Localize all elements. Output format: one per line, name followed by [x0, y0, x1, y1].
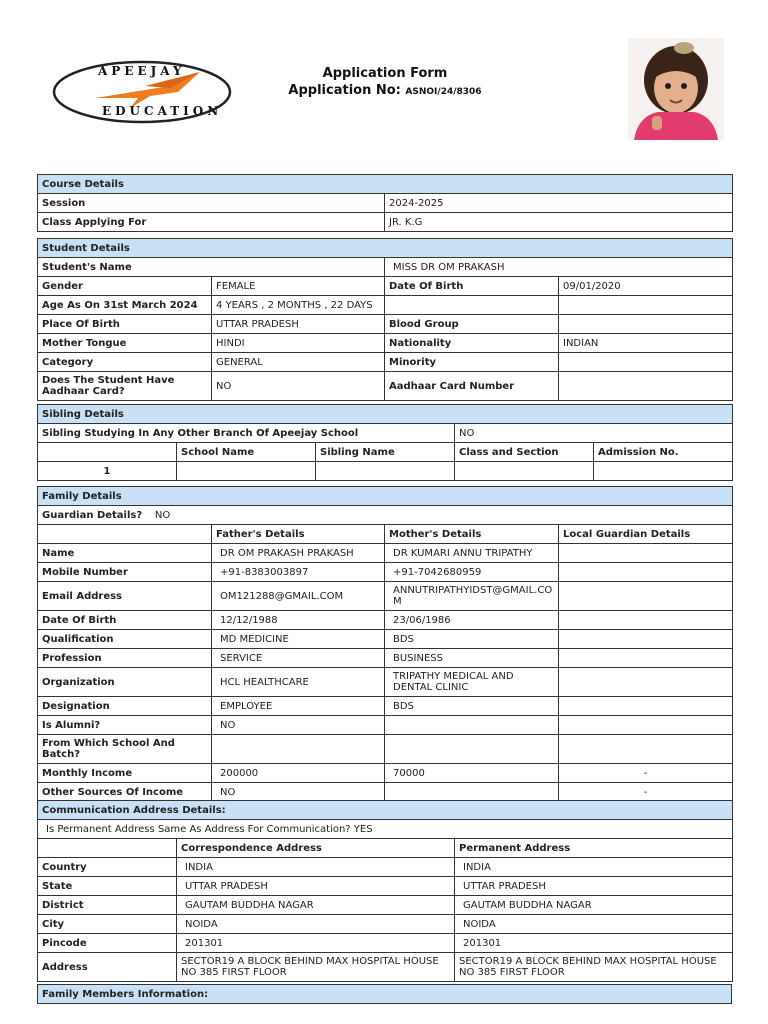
correspondence-value: INDIA: [177, 858, 455, 877]
family-col-blank: [38, 525, 212, 544]
guardian-cell: [559, 716, 733, 735]
guardian-cell: [559, 544, 733, 563]
father-value: NO: [212, 783, 385, 802]
sibling-row-name: [316, 462, 455, 481]
family-row-label: Email Address: [38, 582, 212, 611]
sibling-row-class: [455, 462, 594, 481]
sibling-col-school: School Name: [177, 443, 316, 462]
student-name-label: Student's Name: [38, 258, 385, 277]
class-value: JR. K.G: [385, 213, 733, 232]
father-value: +91-8383003897: [212, 563, 385, 582]
family-row-label: Other Sources Of Income: [38, 783, 212, 802]
guardian-cell: [559, 735, 733, 764]
permanent-value: SECTOR19 A BLOCK BEHIND MAX HOSPITAL HOUSE NO 385 FIRST FLOOR: [455, 953, 733, 982]
sibling-heading: Sibling Details: [38, 405, 733, 424]
family-row-label: Qualification: [38, 630, 212, 649]
guardian-cell: [559, 697, 733, 716]
blood-value: [559, 315, 733, 334]
age-label: Age As On 31st March 2024: [38, 296, 212, 315]
family-row-label: Date Of Birth: [38, 611, 212, 630]
nationality-label: Nationality: [385, 334, 559, 353]
family-col-guardian: Local Guardian Details: [559, 525, 733, 544]
mother-value: +91-7042680959: [385, 563, 559, 582]
page-title: Application Form: [322, 66, 448, 81]
form-header: [0, 0, 768, 170]
mother-value: [385, 783, 559, 802]
tongue-label: Mother Tongue: [38, 334, 212, 353]
correspondence-value: SECTOR19 A BLOCK BEHIND MAX HOSPITAL HOUSE NO 385 FIRST FLOOR: [177, 953, 455, 982]
sibling-question-value: NO: [455, 424, 733, 443]
guardian-cell: [559, 563, 733, 582]
father-value: NO: [212, 716, 385, 735]
father-value: SERVICE: [212, 649, 385, 668]
address-row-label: Pincode: [38, 934, 177, 953]
course-heading: Course Details: [38, 175, 733, 194]
age-empty-2: [559, 296, 733, 315]
guardian-cell: [559, 611, 733, 630]
sibling-col-admission: Admission No.: [594, 443, 733, 462]
guardian-cell: -: [559, 783, 733, 802]
family-row-label: Profession: [38, 649, 212, 668]
family-row-label: Designation: [38, 697, 212, 716]
aadhaar-number-label: Aadhaar Card Number: [385, 372, 559, 401]
age-empty-1: [385, 296, 559, 315]
sibling-row-school: [177, 462, 316, 481]
family-row-label: Monthly Income: [38, 764, 212, 783]
guardian-cell: [559, 630, 733, 649]
logo-text-top: APEEJAY: [98, 64, 186, 78]
sibling-details-table: [37, 404, 733, 481]
guardian-cell: [559, 668, 733, 697]
permanent-value: UTTAR PRADESH: [455, 877, 733, 896]
sibling-col-class: Class and Section: [455, 443, 594, 462]
dob-value: 09/01/2020: [559, 277, 733, 296]
student-name-value: MISS DR OM PRAKASH: [385, 258, 733, 277]
sibling-row-index: 1: [38, 462, 177, 481]
address-row-label: Address: [38, 953, 177, 982]
permanent-value: NOIDA: [455, 915, 733, 934]
pob-value: UTTAR PRADESH: [212, 315, 385, 334]
pob-label: Place Of Birth: [38, 315, 212, 334]
mother-value: 70000: [385, 764, 559, 783]
sibling-question-label: Sibling Studying In Any Other Branch Of Apeejay School: [38, 424, 455, 443]
app-no-value: ASNOI/24/8306: [405, 87, 482, 97]
father-value: 200000: [212, 764, 385, 783]
family-col-father: Father's Details: [212, 525, 385, 544]
family-row-label: Organization: [38, 668, 212, 697]
family-details-table: [37, 486, 733, 802]
correspondence-value: 201301: [177, 934, 455, 953]
father-value: OM121288@GMAIL.COM: [212, 582, 385, 611]
mother-value: BUSINESS: [385, 649, 559, 668]
mother-value: [385, 735, 559, 764]
family-members-table: [37, 984, 732, 1004]
father-value: DR OM PRAKASH PRAKASH: [212, 544, 385, 563]
family-col-mother: Mother's Details: [385, 525, 559, 544]
tongue-value: HINDI: [212, 334, 385, 353]
category-value: GENERAL: [212, 353, 385, 372]
mother-value: DR KUMARI ANNU TRIPATHY: [385, 544, 559, 563]
aadhaar-question-value: NO: [212, 372, 385, 401]
address-same-question: Is Permanent Address Same As Address For Communication? YES: [38, 820, 733, 839]
app-no-label: Application No:: [288, 83, 401, 98]
address-row-label: City: [38, 915, 177, 934]
logo-text-bottom: EDUCATION: [102, 104, 223, 118]
blood-label: Blood Group: [385, 315, 559, 334]
address-row-label: State: [38, 877, 177, 896]
family-row-label: Is Alumni?: [38, 716, 212, 735]
age-value: 4 YEARS , 2 MONTHS , 22 DAYS: [212, 296, 385, 315]
title-block: [250, 66, 520, 98]
address-col-permanent: Permanent Address: [455, 839, 733, 858]
mother-value: BDS: [385, 630, 559, 649]
correspondence-value: UTTAR PRADESH: [177, 877, 455, 896]
mother-value: BDS: [385, 697, 559, 716]
guardian-label: Guardian Details?: [42, 509, 143, 521]
student-heading: Student Details: [38, 239, 733, 258]
father-value: EMPLOYEE: [212, 697, 385, 716]
father-value: HCL HEALTHCARE: [212, 668, 385, 697]
correspondence-value: NOIDA: [177, 915, 455, 934]
student-details-table: [37, 238, 733, 401]
mother-value: [385, 716, 559, 735]
session-label: Session: [38, 194, 385, 213]
guardian-cell: [559, 582, 733, 611]
category-label: Category: [38, 353, 212, 372]
aadhaar-number-value: [559, 372, 733, 401]
address-heading: Communication Address Details:: [38, 801, 733, 820]
guardian-value: NO: [154, 509, 171, 521]
gender-value: FEMALE: [212, 277, 385, 296]
address-row-label: District: [38, 896, 177, 915]
nationality-value: INDIAN: [559, 334, 733, 353]
guardian-cell: -: [559, 764, 733, 783]
course-details-table: [37, 174, 733, 232]
sibling-row-admission: [594, 462, 733, 481]
aadhaar-question-label: Does The Student Have Aadhaar Card?: [38, 372, 212, 401]
family-row-label: From Which School And Batch?: [38, 735, 212, 764]
address-col-correspondence: Correspondence Address: [177, 839, 455, 858]
dob-label: Date Of Birth: [385, 277, 559, 296]
mother-value: 23/06/1986: [385, 611, 559, 630]
father-value: MD MEDICINE: [212, 630, 385, 649]
sibling-col-index: [38, 443, 177, 462]
family-row-label: Mobile Number: [38, 563, 212, 582]
father-value: 12/12/1988: [212, 611, 385, 630]
permanent-value: 201301: [455, 934, 733, 953]
application-number: [250, 83, 520, 98]
session-value: 2024-2025: [385, 194, 733, 213]
address-row-label: Country: [38, 858, 177, 877]
family-members-heading: Family Members Information:: [38, 985, 732, 1004]
gender-label: Gender: [38, 277, 212, 296]
correspondence-value: GAUTAM BUDDHA NAGAR: [177, 896, 455, 915]
family-row-label: Name: [38, 544, 212, 563]
address-details-table: [37, 800, 733, 982]
guardian-cell: [559, 649, 733, 668]
permanent-value: GAUTAM BUDDHA NAGAR: [455, 896, 733, 915]
mother-value: ANNUTRIPATHYIDST@GMAIL.COM: [385, 582, 559, 611]
address-col-blank: [38, 839, 177, 858]
permanent-value: INDIA: [455, 858, 733, 877]
apeejay-logo: [50, 58, 235, 126]
father-value: [212, 735, 385, 764]
guardian-row: [38, 506, 733, 525]
sibling-col-name: Sibling Name: [316, 443, 455, 462]
minority-label: Minority: [385, 353, 559, 372]
family-heading: Family Details: [38, 487, 733, 506]
minority-value: [559, 353, 733, 372]
student-photo: [628, 38, 724, 140]
class-label: Class Applying For: [38, 213, 385, 232]
mother-value: TRIPATHY MEDICAL AND DENTAL CLINIC: [385, 668, 559, 697]
